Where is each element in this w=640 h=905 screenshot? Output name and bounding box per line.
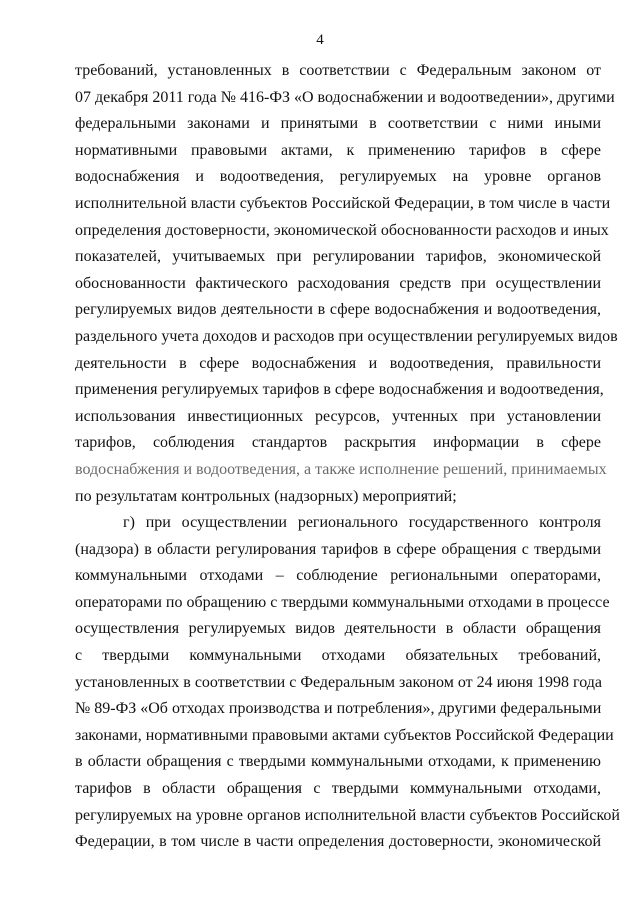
text-line: Федерации, в том числе в части определения достоверности, экономической: [75, 833, 601, 851]
text-line: регулируемых на уровне органов исполнительной власти субъектов Российской: [75, 806, 620, 824]
text-line: (надзора) в области регулирования тарифов в сфере обращения с твердыми: [75, 540, 601, 558]
text-line: федеральными законами и принятыми в соответствии с ними иными: [75, 115, 601, 133]
text-line: в области обращения с твердыми коммунальными отходами, к применению: [75, 753, 601, 771]
text-line: требований, установленных в соответствии с Федеральным законом от: [75, 62, 601, 79]
text-line: раздельного учета доходов и расходов при осуществлении регулируемых видов: [75, 327, 618, 345]
text-line: с твердыми коммунальными отходами обязательных требований,: [75, 647, 601, 665]
text-line: 07 декабря 2011 года № 416-ФЗ «О водоснабжении и водоотведении», другими: [75, 88, 615, 106]
text-line: установленных в соответствии с Федеральным законом от 24 июня 1998 года: [75, 673, 602, 691]
body-text: [75, 58, 620, 856]
text-line: регулируемых видов деятельности в сфере водоснабжения и водоотведения,: [75, 301, 601, 319]
text-line: исполнительной власти субъектов Российской Федерации, в том числе в части: [75, 194, 611, 212]
text-line: тарифов, соблюдения стандартов раскрытия информации в сфере: [75, 434, 601, 452]
text-line: нормативными правовыми актами, к применению тарифов в сфере: [75, 141, 601, 159]
text-line: тарифов в области обращения с твердыми коммунальными отходами,: [75, 780, 601, 798]
page-number: 4: [316, 32, 324, 48]
text-line: показателей, учитываемых при регулировании тарифов, экономической: [75, 248, 601, 266]
text-line: водоснабжения и водоотведения, а также исполнение решений, принимаемых: [75, 460, 607, 478]
text-line: № 89-ФЗ «Об отходах производства и потребления», другими федеральными: [75, 700, 602, 718]
text-line: операторами по обращению с твердыми коммунальными отходами в процессе: [75, 593, 610, 611]
text-line: водоснабжения и водоотведения, регулируемых на уровне органов: [75, 168, 601, 186]
text-line: использования инвестиционных ресурсов, учтенных при установлении: [75, 407, 601, 425]
text-line: определения достоверности, экономической обоснованности расходов и иных: [75, 221, 609, 239]
text-line: деятельности в сфере водоснабжения и водоотведения, правильности: [75, 354, 601, 372]
text-line: применения регулируемых тарифов в сфере водоснабжения и водоотведения,: [75, 381, 604, 399]
text-line: осуществления регулируемых видов деятельности в области обращения: [75, 620, 601, 638]
text-line: коммунальными отходами – соблюдение региональными операторами,: [75, 567, 601, 585]
paragraph-start-line: г) при осуществлении регионального государственного контроля: [123, 514, 601, 532]
text-line: по результатам контрольных (надзорных) мероприятий;: [75, 487, 457, 505]
text-line: законами, нормативными правовыми актами субъектов Российской Федерации: [75, 726, 614, 744]
text-line: обоснованности фактического расходования средств при осуществлении: [75, 274, 601, 292]
